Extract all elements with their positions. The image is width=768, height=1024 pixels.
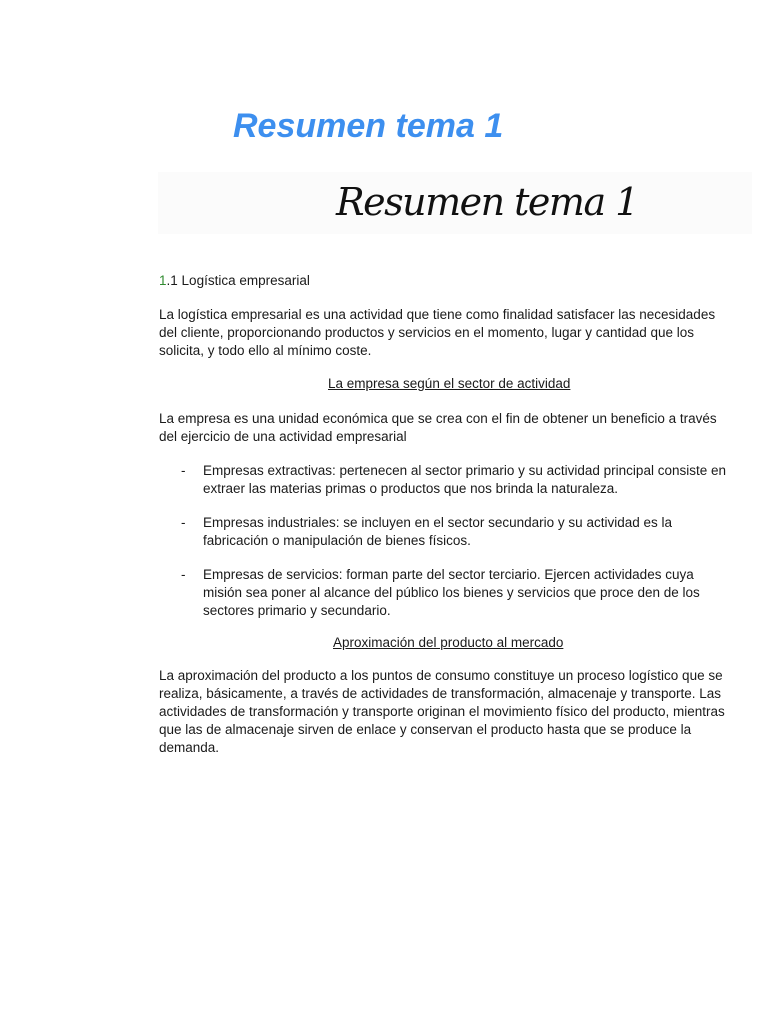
section-number-minor: .1 (166, 273, 178, 288)
paragraph-line: La logística empresarial es una actividad que tiene como finalidad satisfacer las necesidades (159, 307, 716, 322)
paragraph-company-definition (159, 410, 717, 446)
script-title-banner (158, 172, 752, 234)
bullet-line: Empresas industriales: se incluyen en el sector secundario y su actividad es la (203, 515, 672, 530)
subheading-market-approach: Aproximación del producto al mercado (333, 635, 564, 650)
bullet-marker: - (181, 515, 186, 530)
section-label: Logística empresarial (181, 273, 310, 288)
list-item (158, 462, 752, 502)
paragraph-line: La aproximación del producto a los puntos de consumo constituye un proceso logístico que se (159, 668, 723, 683)
paragraph-line: que las de almacenaje sirven de enlace y conservan el producto hasta que se produce la (159, 722, 692, 737)
bullet-line: Empresas de servicios: forman parte del sector terciario. Ejercen actividades cuya (203, 567, 694, 582)
bullet-text (203, 566, 748, 620)
bullet-marker: - (181, 567, 186, 582)
paragraph-line: realiza, básicamente, a través de actividades de transformación, almacenaje y transporte. Las (159, 686, 722, 701)
paragraph-line: solicita, y todo ello al mínimo coste. (159, 343, 372, 358)
subheading-sector: La empresa según el sector de actividad (328, 376, 571, 391)
bullet-line: extraer las materias primas o productos que nos brinda la naturaleza. (203, 481, 618, 496)
paragraph-line: del cliente, proporcionando productos y servicios en el momento, lugar y cantidad que los (159, 325, 695, 340)
bullet-text (203, 462, 748, 498)
bullet-line: Empresas extractivas: pertenecen al sector primario y su actividad principal consiste en (203, 463, 726, 478)
paragraph-line: La empresa es una unidad económica que se crea con el fin de obtener un beneficio a través (159, 411, 717, 426)
paragraph-line: demanda. (159, 740, 220, 755)
paragraph-line: del ejercicio de una actividad empresarial (159, 429, 407, 444)
paragraph-line: actividades de transformación y transporte originan el movimiento físico del producto, mientras (159, 704, 725, 719)
bullet-line: fabricación o manipulación de bienes físicos. (203, 533, 471, 548)
scanned-document-image (158, 172, 752, 772)
bullet-marker: - (181, 463, 186, 478)
paragraph-product-approach (159, 667, 725, 757)
bullet-text (203, 514, 748, 550)
page-title: Resumen tema 1 (233, 107, 504, 145)
bullet-line: misión sea poner al alcance del público los bienes y servicios que proce den de los (203, 585, 700, 600)
section-heading (159, 272, 310, 290)
section-number-major: 1 (159, 273, 167, 288)
list-item (158, 566, 752, 624)
bullet-line: sectores primario y secundario. (203, 603, 391, 618)
list-item (158, 514, 752, 554)
paragraph-logistics-definition (159, 306, 715, 360)
script-title: Resumen tema 1 (336, 180, 638, 224)
